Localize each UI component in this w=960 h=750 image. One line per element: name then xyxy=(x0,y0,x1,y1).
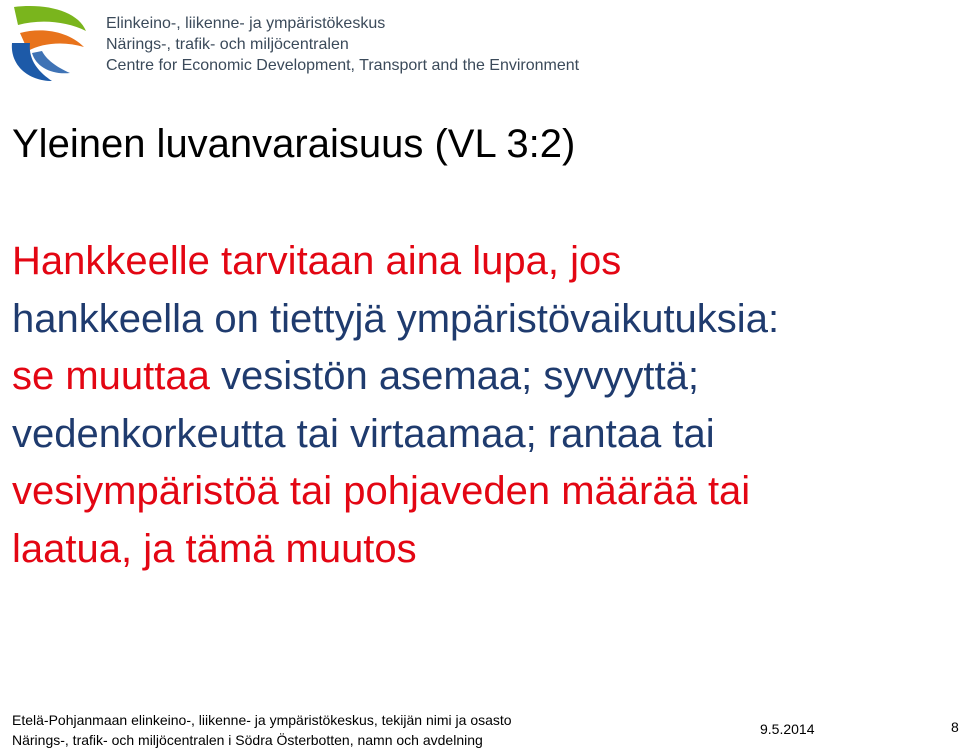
body-text-segment: hankkeella on tiettyjä ympäristövaikutuksia: xyxy=(12,296,780,341)
org-name-sv: Närings-, trafik- och miljöcentralen xyxy=(106,36,349,53)
org-name-fi: Elinkeino-, liikenne- ja ympäristökeskus xyxy=(106,15,386,32)
body-text-segment: vedenkorkeutta tai virtaamaa; rantaa tai xyxy=(12,411,715,456)
organization-name xyxy=(106,13,579,76)
org-name-en: Centre for Economic Development, Transport and the Environment xyxy=(106,57,580,74)
footer-line-sv: Närings-, trafik- och miljöcentralen i Södra Österbotten, namn och avdelning xyxy=(12,732,483,748)
body-text-segment: laatua, ja tämä muutos xyxy=(12,526,417,571)
ely-centre-logo-icon xyxy=(6,3,88,83)
header-logo xyxy=(6,3,580,83)
footer-author-info xyxy=(12,710,512,750)
body-line xyxy=(12,463,942,521)
body-text-segment: Hankkeelle tarvitaan aina lupa, jos xyxy=(12,239,622,283)
body-line xyxy=(12,348,942,406)
slide-body xyxy=(12,233,942,578)
body-line xyxy=(12,233,942,291)
body-text-segment: vesiympäristöä tai pohjaveden määrää tai xyxy=(12,469,751,513)
body-line xyxy=(12,521,942,579)
footer-date: 9.5.2014 xyxy=(760,721,815,737)
body-line xyxy=(12,291,942,349)
body-line xyxy=(12,406,942,464)
footer-line-fi: Etelä-Pohjanmaan elinkeino-, liikenne- ja ympäristökeskus, tekijän nimi ja osasto xyxy=(12,712,512,728)
body-text-segment: se muuttaa xyxy=(12,354,222,398)
slide-title: Yleinen luvanvaraisuus (VL 3:2) xyxy=(12,122,576,166)
page-number: 8 xyxy=(951,719,959,735)
body-text-segment: vesistön asemaa; syvyyttä; xyxy=(221,354,699,398)
